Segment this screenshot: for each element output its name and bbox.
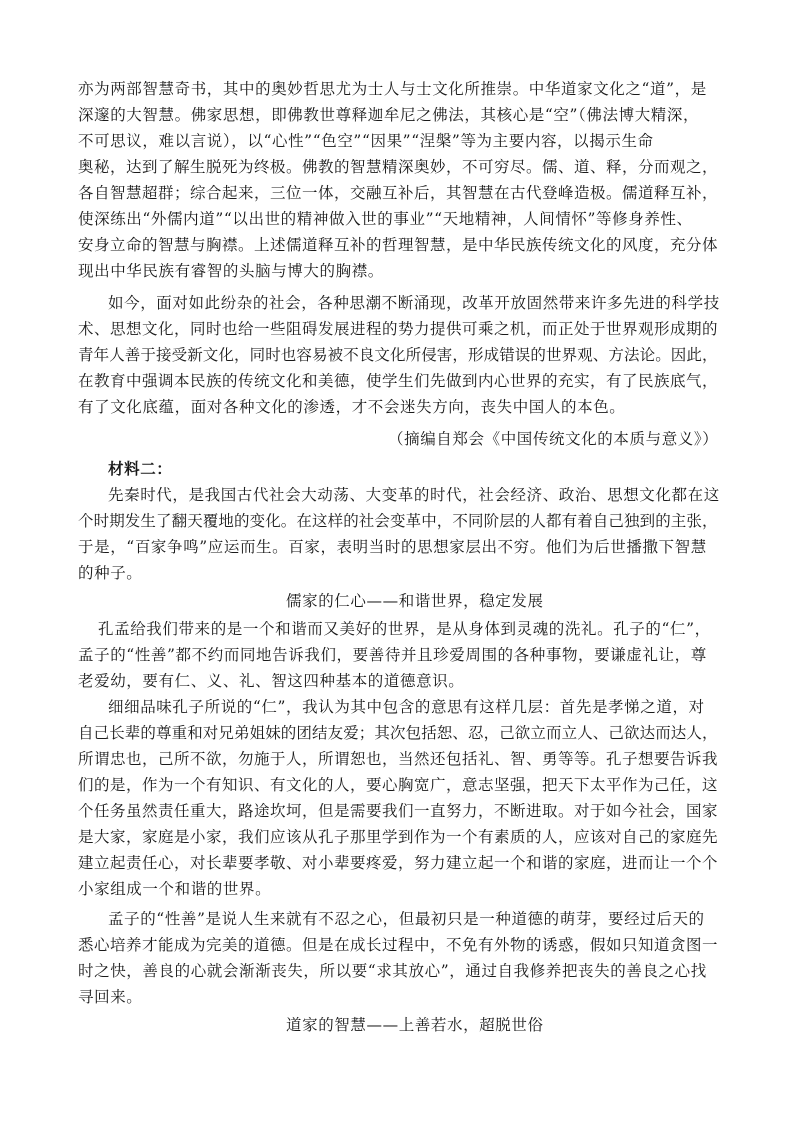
body-line: 个时期发生了翻天覆地的变化。在这样的社会变革中，不同阶层的人都有着自己独到的主张， <box>78 512 718 530</box>
body-line: 寻回来。 <box>78 988 143 1006</box>
body-line: 个任务虽然责任重大，路途坎坷，但是需要我们一直努力，不断进取。对于如今社会，国家 <box>78 802 719 820</box>
body-line: 的种子。 <box>78 564 143 582</box>
body-line: 孟子的“性善”是说人生来就有不忍之心，但最初只是一种道德的萌芽，要经过后天的 <box>108 910 705 928</box>
body-line: 老爱幼，要有仁、义、礼、智这四种基本的道德意识。 <box>78 672 465 690</box>
source-citation: （摘编自郑会《中国传统文化的本质与意义》） <box>388 430 719 448</box>
body-line: 自己长辈的尊重和对兄弟姐妹的团结友爱；其次包括恕、忍，己欲立而立人、己欲达而达人， <box>78 724 718 742</box>
body-line: 在教育中强调本民族的传统文化和美德，使学生们先做到内心世界的充实，有了民族底气， <box>78 372 719 390</box>
body-line: 如今，面对如此纷杂的社会，各种思潮不断涌现，改革开放固然带来许多先进的科学技 <box>108 294 720 312</box>
body-line: 们的是，作为一个有知识、有文化的人，要心胸宽广，意志坚强，把天下太平作为己任，这 <box>78 776 719 794</box>
body-line: 先秦时代，是我国古代社会大动荡、大变革的时代，社会经济、政治、思想文化都在这 <box>108 486 720 504</box>
body-line: 孟子的“性善”都不约而同地告诉我们，要善待并且珍爱周围的各种事物，要谦虚礼让，尊 <box>78 646 707 664</box>
body-line: 是大家，家庭是小家，我们应该从孔子那里学到作为一个有素质的人，应该对自己的家庭先 <box>78 828 719 846</box>
body-line: 安身立命的智慧与胸襟。上述儒道释互补的哲理智慧，是中华民族传统文化的风度，充分体 <box>78 236 719 254</box>
subsection-heading: 道家的智慧——上善若水，超脱世俗 <box>286 1016 544 1034</box>
body-line: 建立起责任心，对长辈要孝敬、对小辈要疼爱，努力建立起一个和谐的家庭，进而让一个个 <box>78 854 719 872</box>
body-line: 时之快，善良的心就会渐渐丧失，所以要“求其放心”，通过自我修养把丧失的善良之心找 <box>78 962 707 980</box>
body-line: 不可思议，难以言说），以“心性”“色空”“因果”“涅槃”等为主要内容，以揭示生命 <box>78 132 654 150</box>
body-line: 孔孟给我们带来的是一个和谐而又美好的世界，是从身体到灵魂的洗礼。孔子的“仁”， <box>98 620 711 638</box>
body-line: 各自智慧超群；综合起来，三位一体，交融互补后，其智慧在古代登峰造极。儒道释互补， <box>78 184 719 202</box>
body-line: 有了文化底蕴，面对各种文化的渗透，才不会迷失方向，丧失中国人的本色。 <box>78 398 626 416</box>
body-line: 现出中华民族有睿智的头脑与博大的胸襟。 <box>78 262 384 280</box>
subsection-heading: 儒家的仁心——和谐世界，稳定发展 <box>286 592 544 610</box>
body-line: 悉心培养才能成为完美的道德。但是在成长过程中，不免有外物的诱惑，假如只知道贪图一 <box>78 936 719 954</box>
body-line: 深邃的大智慧。佛家思想，即佛教世尊释迦牟尼之佛法，其核心是“空”（佛法博大精深， <box>78 106 700 124</box>
section-heading: 材料二： <box>108 459 173 478</box>
body-line: 术、思想文化，同时也给一些阻碍发展进程的势力提供可乘之机，而正处于世界观形成期的 <box>78 320 719 338</box>
body-line: 于是，“百家争鸣”应运而生。百家，表明当时的思想家层出不穷。他们为后世播撒下智慧 <box>78 538 707 556</box>
body-line: 细细品味孔子所说的“仁”，我认为其中包含的意思有这样几层：首先是孝悌之道，对 <box>108 698 705 716</box>
body-line: 奥秘，达到了解生脱死为终极。佛教的智慧精深奥妙，不可穷尽。儒、道、释，分而观之， <box>78 158 719 176</box>
body-line: 使深练出“外儒内道”“以出世的精神做入世的事业”“天地精神，人间情怀”等修身养性、 <box>78 210 693 228</box>
body-line: 所谓忠也，己所不欲，勿施于人，所谓恕也，当然还包括礼、智、勇等等。孔子想要告诉我 <box>78 750 719 768</box>
body-line: 青年人善于接受新文化，同时也容易被不良文化所侵害，形成错误的世界观、方法论。因此， <box>78 346 718 364</box>
body-line: 小家组成一个和谐的世界。 <box>78 880 272 898</box>
body-line: 亦为两部智慧奇书，其中的奥妙哲思尤为士人与士文化所推崇。中华道家文化之“道”，是 <box>78 80 707 98</box>
